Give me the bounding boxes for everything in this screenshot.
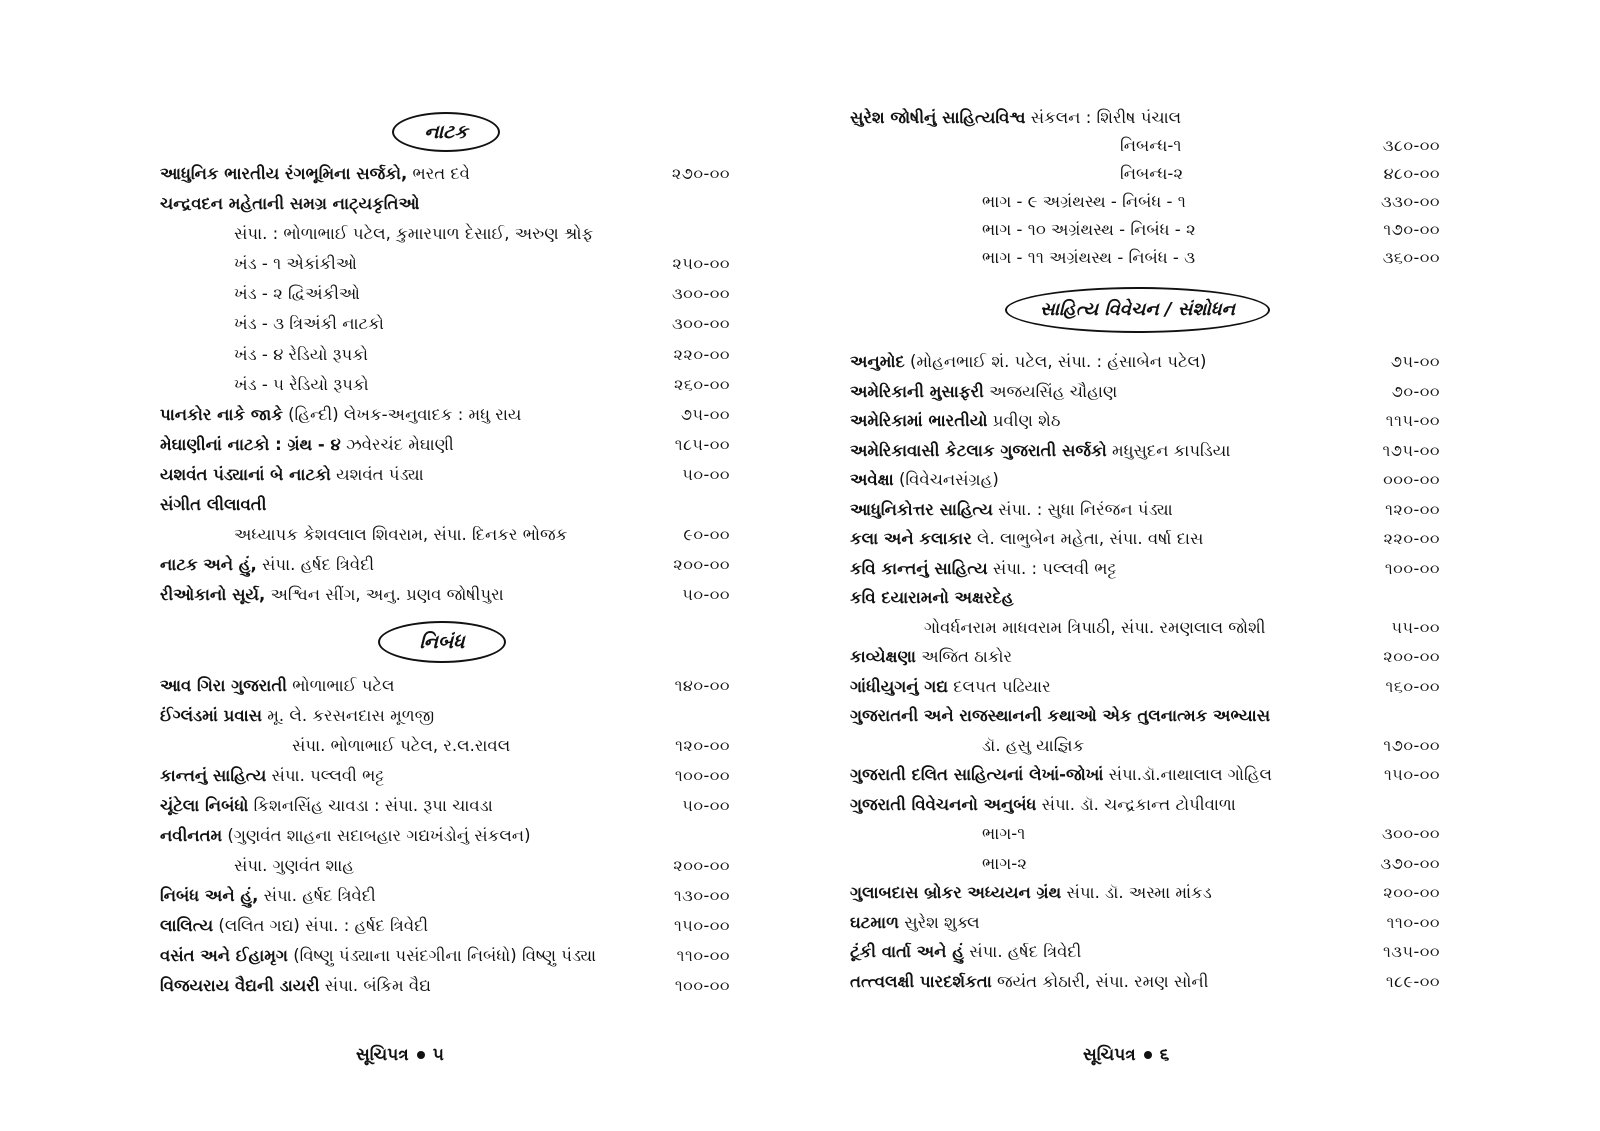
entry-detail: ડૉ. હસુ યાજ્ઞિક	[982, 735, 1085, 755]
catalog-entry	[850, 465, 1440, 495]
entry-text	[160, 761, 384, 791]
entry-detail: ખંડ - ૨ દ્વિઅંકીઓ	[234, 284, 360, 304]
entry-detail: લે. લાભુબેન મહેતા, સંપા. વર્ષા દાસ	[971, 529, 1204, 548]
entry-detail: અધ્યાપક કેશવલાલ શિવરામ, સંપા. દિનકર ભોજક	[234, 525, 568, 545]
entry-title: આધુનિક ભારતીય રંગભૂમિના સર્જકો,	[160, 164, 408, 183]
catalog-entry	[160, 219, 730, 249]
entry-title: અમેરિકામાં ભારતીયો	[850, 411, 988, 430]
entry-title: ગુજરાતી વિવેચનનો અનુબંધ	[850, 794, 1037, 814]
catalog-entry	[160, 941, 730, 971]
entry-detail: યશવંત પંડ્યા	[330, 464, 424, 484]
catalog-entry	[850, 967, 1440, 997]
entry-title: અનુમોદ	[850, 352, 905, 371]
entry-detail: જયંત કોઠારી, સંપા. રમણ સોની	[991, 971, 1209, 991]
entry-price: ૧૧૦-૦૦	[676, 946, 730, 965]
catalog-entry	[160, 851, 730, 881]
entry-text	[850, 701, 1270, 731]
catalog-entry	[160, 520, 730, 550]
entry-text	[1120, 132, 1181, 160]
entry-detail: અશ્વિન સીંગ, અનુ. પ્રણવ જોષીપુરા	[265, 585, 504, 605]
entry-title: અમેરિકાવાસી કેટલાક ગુજરાતી સર્જકો	[850, 440, 1107, 460]
catalog-entry	[160, 821, 730, 851]
entry-price: ૧૧૫-૦૦	[1385, 411, 1440, 430]
entry-detail: ખંડ - ૧ એકાંકીઓ	[234, 254, 357, 274]
entry-title: આધુનિકોત્તર સાહિત્ય	[850, 499, 993, 519]
catalog-entry	[850, 216, 1440, 244]
entry-text	[234, 340, 368, 370]
entry-text	[850, 436, 1230, 466]
entry-price: ૧૨૦-૦૦	[1385, 499, 1440, 519]
entry-text	[850, 554, 1116, 584]
entry-detail: નિબન્ધ-૨	[1120, 164, 1184, 183]
entry-detail: સંપા. ડૉ. અસ્મા માંકડ	[1061, 883, 1212, 902]
entry-detail: સંપા. હર્ષદ ત્રિવેદી	[256, 555, 375, 575]
entry-price: ૧૭૦-૦૦	[1383, 220, 1440, 239]
entry-price: ૪૮૦-૦૦	[1383, 164, 1440, 183]
catalog-entry	[850, 495, 1440, 525]
entry-text	[160, 159, 470, 189]
catalog-entry	[850, 908, 1440, 938]
entry-price: ૧૦૦-૦૦	[674, 976, 730, 995]
entry-price: ૨૦૦-૦૦	[1383, 647, 1440, 666]
entry-title: ચન્દ્રવદન મહેતાની સમગ્ર નાટ્યકૃતિઓ	[160, 194, 420, 214]
entry-text	[850, 524, 1203, 554]
entry-text	[160, 701, 434, 731]
entry-price: ૭૫-૦૦	[680, 404, 730, 424]
page-footer-left	[356, 1045, 444, 1065]
entry-title: કવિ દયારામનો અક્ષરદેહ	[850, 588, 1014, 607]
entry-title: ગુલાબદાસ બ્રોકર અધ્યયન ગ્રંથ	[850, 883, 1062, 902]
section-title-natak: નાટક	[392, 112, 500, 152]
entry-title: વિજયરાય વૈદ્યની ડાયરી	[160, 976, 320, 995]
catalog-entry	[160, 761, 730, 791]
entry-text	[234, 520, 567, 550]
catalog-entry	[850, 672, 1440, 702]
entry-price: ૨૦૦-૦૦	[673, 555, 730, 575]
entry-price: ૩૦૦-૦૦	[1382, 824, 1440, 843]
catalog-entry	[850, 347, 1440, 377]
entry-price: ૩૩૦-૦૦	[1381, 192, 1440, 211]
entry-title: લાલિત્ય	[160, 916, 214, 935]
catalog-entry	[850, 188, 1440, 216]
entry-price: ૦૦૦-૦૦	[1383, 470, 1440, 489]
catalog-entry	[160, 671, 730, 701]
entry-text	[982, 244, 1195, 272]
catalog-entry	[160, 580, 730, 610]
entry-title: અમેરિકાની મુસાફરી	[850, 381, 984, 401]
catalog-entry	[160, 731, 730, 761]
entry-detail: ભાગ - ૯ અગ્રંથસ્થ - નિબંધ - ૧	[982, 192, 1186, 211]
entry-text	[982, 819, 1025, 849]
entry-text	[160, 550, 374, 580]
entry-text	[234, 851, 354, 881]
entry-detail: નિબન્ધ-૧	[1120, 136, 1182, 155]
entry-price: ૧૦૦-૦૦	[674, 766, 730, 785]
catalog-entry	[850, 937, 1440, 967]
entry-detail: મધુસુદન કાપડિયા	[1106, 440, 1231, 460]
entry-text	[234, 219, 593, 249]
catalog-entry	[160, 159, 730, 189]
entry-detail: સંપા. પલ્લવી ભટ્ટ	[266, 766, 385, 785]
suresh-joshi-list	[850, 104, 1440, 272]
entry-price: ૧૬૦-૦૦	[1385, 676, 1440, 696]
entry-text	[160, 941, 596, 971]
entry-price: ૧૩૦-૦૦	[673, 886, 730, 905]
entry-title: સંગીત લીલાવતી	[160, 495, 267, 515]
entry-text	[850, 908, 980, 938]
entry-price: ૭૫-૦૦	[1390, 352, 1440, 371]
catalog-entry	[850, 790, 1440, 820]
vivechan-list	[850, 347, 1440, 996]
entry-price: ૧૧૦-૦૦	[1386, 912, 1440, 932]
natak-list	[160, 159, 730, 610]
entry-price: ૧૪૦-૦૦	[674, 676, 730, 695]
entry-title: કલા અને કલાકાર	[850, 529, 972, 548]
entry-title: ગુજરાતની અને રાજસ્થાનની કથાઓ એક તુલનાત્મક અભ્યાસ	[850, 706, 1271, 725]
entry-title: પાનકોર નાકે જાકે	[160, 404, 283, 424]
entry-title: રીઓકાનો સૂર્ય,	[160, 585, 266, 605]
entry-detail: ભરત દવે	[407, 164, 470, 183]
catalog-entry	[160, 189, 730, 219]
catalog-entry	[850, 436, 1440, 466]
catalog-entry	[160, 460, 730, 490]
entry-title: વસંત અને ઈહામૃગ	[160, 946, 288, 965]
entry-text	[234, 249, 357, 279]
catalog-entry	[850, 613, 1440, 643]
entry-detail: સંપા. ડૉ. ચન્દ્રકાન્ત ટોપીવાળા	[1036, 794, 1236, 814]
entry-title: સુરેશ જોષીનું સાહિત્યવિશ્વ	[850, 108, 1026, 127]
entry-price: ૨૨૦-૦૦	[1383, 529, 1440, 548]
entry-title: કવિ કાન્તનું સાહિત્ય	[850, 558, 988, 578]
entry-title: કાવ્યેક્ષણા	[850, 647, 916, 666]
entry-detail: (વિષ્ણુ પંડ્યાના પસંદગીના નિબંધો) વિષ્ણુ પંડ્યા	[287, 946, 597, 965]
entry-price: ૩૦૦-૦૦	[672, 314, 730, 334]
entry-detail: સંપા. : ભોળાભાઈ પટેલ, કુમારપાળ દેસાઈ, અરુણ શ્રોફ	[234, 224, 594, 244]
catalog-entry	[160, 309, 730, 339]
entry-detail: સુરેશ શુક્લ	[898, 912, 980, 932]
entry-text	[982, 849, 1027, 879]
section-title-nibandh: નિબંધ	[378, 621, 506, 663]
entry-price: ૧૮૫-૦૦	[674, 434, 730, 454]
entry-detail: સંપા. બંકિમ વૈદ્ય	[319, 976, 431, 995]
entry-detail: ભાગ - ૧૦ અગ્રંથસ્થ - નિબંધ - ૨	[982, 220, 1196, 239]
entry-detail: (વિવેચનસંગ્રહ)	[893, 470, 999, 489]
entry-text	[234, 279, 360, 309]
entry-text	[850, 104, 1181, 132]
entry-text	[982, 216, 1196, 244]
footer-label: સૂચિપત્ર	[1083, 1045, 1136, 1065]
catalog-entry	[850, 524, 1440, 554]
entry-title: કાન્તનું સાહિત્ય	[160, 766, 267, 785]
entry-text	[850, 406, 1060, 436]
entry-title: ગાંધીયુગનું ગદ્ય	[850, 676, 949, 696]
entry-title: અવેક્ષા	[850, 470, 894, 489]
entry-title: નિબંધ અને હું,	[160, 886, 259, 905]
entry-title: યશવંત પંડ્યાનાં બે નાટકો	[160, 464, 331, 484]
entry-detail: અજયસિંહ ચૌહાણ	[983, 381, 1118, 401]
entry-price: ૨૦૦-૦૦	[1383, 883, 1440, 902]
entry-detail: ઝવેરચંદ મેઘાણી	[340, 434, 454, 454]
entry-price: ૧૫૦-૦૦	[1383, 765, 1440, 784]
bullet-dot	[417, 1051, 425, 1059]
catalog-entry	[850, 132, 1440, 160]
catalog-entry	[850, 160, 1440, 188]
entry-text	[1120, 160, 1183, 188]
entry-text	[160, 580, 504, 610]
entry-text	[850, 642, 1012, 672]
entry-detail: સંપા. : પલ્લવી ભટ્ટ	[987, 558, 1117, 578]
nibandh-list	[160, 671, 730, 1001]
entry-title: ગુજરાતી દલિત સાહિત્યનાં લેખાં-જોખાં	[850, 765, 1104, 784]
entry-detail: કિશનસિંહ ચાવડા : સંપા. રૂપા ચાવડા	[248, 796, 493, 815]
entry-title: નાટક અને હું,	[160, 555, 257, 575]
catalog-entry	[160, 701, 730, 731]
entry-price: ૧૨૦-૦૦	[675, 736, 730, 755]
entry-text	[850, 583, 1013, 613]
entry-title: મેઘાણીનાં નાટકો : ગ્રંથ - ૪	[160, 434, 341, 454]
catalog-entry	[160, 249, 730, 279]
catalog-entry	[850, 642, 1440, 672]
entry-text	[292, 731, 510, 761]
catalog-entry	[160, 370, 730, 400]
bullet-dot	[1144, 1051, 1152, 1059]
entry-detail: સંપા. હર્ષદ ત્રિવેદી	[258, 886, 376, 905]
entry-text	[850, 967, 1208, 997]
entry-text	[234, 370, 369, 400]
catalog-entry	[850, 760, 1440, 790]
entry-price: ૧૩૫-૦૦	[1382, 942, 1440, 961]
entry-price: ૧૭૫-૦૦	[1382, 440, 1440, 460]
entry-detail: ખંડ - ૫ રેડિયો રૂપકો	[234, 374, 369, 394]
entry-detail: સંપા. : સુધા નિરંજન પંડ્યા	[992, 499, 1173, 519]
entry-text	[160, 490, 266, 520]
entry-price: ૨૦૦-૦૦	[673, 856, 730, 875]
entry-text	[160, 881, 376, 911]
entry-price: ૧૮૯-૦૦	[1385, 971, 1440, 991]
entry-text	[982, 188, 1186, 216]
catalog-entry	[160, 791, 730, 821]
entry-detail: સંપા. ગુણવંત શાહ	[234, 856, 354, 875]
entry-detail: (ગુણવંત શાહના સદાબહાર ગદ્યખંડોનું સંકલન)	[222, 826, 531, 845]
entry-text	[160, 189, 419, 219]
catalog-entry	[160, 911, 730, 941]
entry-title: ટૂંકી વાર્તા અને હું	[850, 942, 964, 961]
entry-text	[850, 878, 1212, 908]
catalog-entry	[850, 819, 1440, 849]
catalog-entry	[850, 554, 1440, 584]
entry-text	[160, 460, 424, 490]
section-title-vivechan: સાહિત્ય વિવેચન / સંશોધન	[1005, 287, 1270, 333]
entry-text	[850, 495, 1173, 525]
page-number: ૬	[1159, 1045, 1170, 1065]
catalog-entry	[850, 406, 1440, 436]
entry-detail: ભાગ-૧	[982, 824, 1026, 843]
entry-title: ચૂંટેલા નિબંધો	[160, 796, 249, 815]
entry-price: ૧૦૦-૦૦	[1384, 558, 1440, 578]
entry-price: ૨૨૦-૦૦	[673, 344, 730, 364]
entry-detail: (હિન્દી) લેખક-અનુવાદક : મધુ રાય	[282, 404, 522, 424]
catalog-entry	[160, 881, 730, 911]
entry-detail: સંપા. હર્ષદ ત્રિવેદી	[963, 942, 1082, 961]
entry-price: ૧૫૦-૦૦	[673, 916, 730, 935]
catalog-entry	[850, 731, 1440, 761]
entry-price: ૫૦-૦૦	[682, 585, 730, 605]
entry-text	[924, 613, 1265, 643]
page-number: ૫	[432, 1045, 444, 1065]
entry-price: ૩૮૦-૦૦	[1382, 136, 1440, 155]
entry-price: ૨૬૦-૦૦	[673, 374, 730, 394]
entry-price: ૨૫૦-૦૦	[672, 254, 730, 274]
footer-label: સૂચિપત્ર	[356, 1045, 409, 1065]
entry-detail: સંપા. ભોળાભાઈ પટેલ, ર.લ.રાવલ	[292, 736, 511, 755]
catalog-entry	[850, 849, 1440, 879]
entry-price: ૩૬૦-૦૦	[1382, 248, 1440, 267]
entry-text	[160, 400, 521, 430]
entry-price: ૧૭૦-૦૦	[1383, 735, 1440, 755]
entry-text	[160, 821, 531, 851]
catalog-entry	[850, 701, 1440, 731]
right-page	[800, 0, 1600, 1131]
entry-text	[850, 937, 1081, 967]
catalog-entry	[160, 971, 730, 1001]
catalog-entry	[160, 400, 730, 430]
catalog-entry	[850, 104, 1440, 132]
entry-text	[160, 671, 395, 701]
entry-detail: ભાગ - ૧૧ અગ્રંથસ્થ - નિબંધ - ૩	[982, 248, 1196, 267]
entry-text	[850, 760, 1272, 790]
catalog-entry	[850, 878, 1440, 908]
entry-title: તત્ત્વલક્ષી પારદર્શકતા	[850, 971, 992, 991]
entry-detail: ખંડ - ૪ રેડિયો રૂપકો	[234, 344, 369, 364]
entry-detail: સંકલન : શિરીષ પંચાલ	[1025, 108, 1182, 127]
entry-text	[982, 731, 1084, 761]
entry-price: ૫૦-૦૦	[682, 464, 730, 484]
catalog-entry	[160, 550, 730, 580]
catalog-entry	[850, 377, 1440, 407]
entry-price: ૯૦-૦૦	[683, 525, 730, 545]
page-footer-right	[1083, 1045, 1169, 1065]
entry-price: ૩૭૦-૦૦	[1380, 853, 1440, 873]
entry-text	[234, 309, 384, 339]
entry-price: ૩૦૦-૦૦	[672, 284, 730, 304]
entry-detail: ભાગ-૨	[982, 853, 1027, 873]
entry-detail: મૂ. લે. કરસનદાસ મૂળજી	[262, 706, 435, 725]
entry-price: ૨૭૦-૦૦	[671, 164, 730, 183]
entry-price: ૫૫-૦૦	[1391, 617, 1440, 637]
entry-detail: ગોવર્ધનરામ માધવરામ ત્રિપાઠી, સંપા. રમણલાલ જોશી	[924, 617, 1266, 637]
entry-detail: સંપા.ડૉ.નાથાલાલ ગોહિલ	[1103, 765, 1272, 784]
entry-title: આવ ગિરા ગુજરાતી	[160, 676, 287, 695]
entry-text	[850, 465, 999, 495]
entry-detail: ભોળાભાઈ પટેલ	[287, 676, 395, 695]
catalog-entry	[160, 340, 730, 370]
catalog-entry	[850, 583, 1440, 613]
entry-text	[160, 971, 431, 1001]
entry-detail: ખંડ - ૩ ત્રિઅંકી નાટકો	[234, 314, 384, 334]
catalog-entry	[160, 279, 730, 309]
entry-text	[850, 790, 1236, 820]
entry-detail: (મોહનભાઈ શં. પટેલ, સંપા. : હંસાબેન પટેલ)	[904, 352, 1207, 371]
entry-price: ૫૦-૦૦	[682, 796, 730, 815]
catalog-entry	[160, 490, 730, 520]
entry-title: ઘટમાળ	[850, 912, 899, 932]
entry-detail: દલપત પઢિયાર	[948, 676, 1051, 696]
entry-text	[850, 672, 1051, 702]
entry-detail: અજિત ઠાકોર	[915, 647, 1013, 666]
entry-title: ઈંગ્લંડમાં પ્રવાસ	[160, 706, 263, 725]
catalog-entry	[160, 430, 730, 460]
entry-price: ૭૦-૦૦	[1391, 381, 1440, 401]
entry-detail: પ્રવીણ શેઠ	[987, 411, 1061, 430]
entry-title: નવીનતમ	[160, 826, 223, 845]
catalog-entry	[850, 244, 1440, 272]
entry-text	[160, 791, 493, 821]
entry-text	[850, 377, 1117, 407]
entry-detail: (લલિત ગદ્ય) સંપા. : હર્ષદ ત્રિવેદી	[213, 916, 429, 935]
entry-text	[160, 911, 428, 941]
entry-text	[850, 347, 1206, 377]
entry-text	[160, 430, 454, 460]
